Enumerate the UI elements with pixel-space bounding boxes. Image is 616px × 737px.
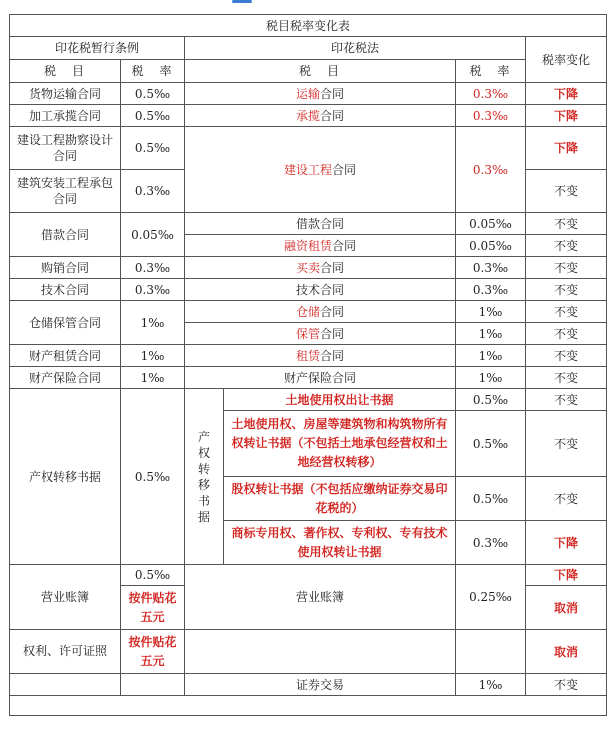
rate-change: 不变 [526, 257, 607, 279]
table-footer-row [10, 696, 607, 716]
new-item: 营业账簿 [185, 565, 456, 630]
rate-change: 不变 [526, 235, 607, 257]
old-rate: 按件贴花五元 [121, 586, 185, 630]
rate-change: 不变 [526, 213, 607, 235]
tax-rate-table [9, 14, 607, 716]
table-row [10, 389, 607, 411]
new-subitem: 股权转让书据（不包括应缴纳证券交易印花税的） [224, 477, 456, 521]
new-item: 租赁合同 [185, 345, 456, 367]
old-item-empty [10, 674, 121, 696]
new-rate: 1‰ [456, 301, 526, 323]
new-item: 运输合同 [185, 83, 456, 105]
old-item: 购销合同 [10, 257, 121, 279]
new-rate: 1‰ [456, 345, 526, 367]
rate-change: 不变 [526, 389, 607, 411]
rate-change: 不变 [526, 477, 607, 521]
rate-change: 下降 [526, 127, 607, 170]
old-rate: 0.5‰ [121, 83, 185, 105]
old-item: 产权转移书据 [10, 389, 121, 565]
old-item: 权利、许可证照 [10, 630, 121, 674]
table-row [10, 345, 607, 367]
rate-change: 不变 [526, 170, 607, 213]
table-row [10, 213, 607, 235]
old-item: 加工承揽合同 [10, 105, 121, 127]
rate-change-header: 税率变化 [526, 37, 607, 83]
rate-change: 取消 [526, 630, 607, 674]
old-rate: 0.3‰ [121, 279, 185, 301]
rate-change: 取消 [526, 586, 607, 630]
old-item: 建筑安装工程承包合同 [10, 170, 121, 213]
new-item: 财产保险合同 [185, 367, 456, 389]
new-rate: 1‰ [456, 323, 526, 345]
new-item: 融资租赁合同 [185, 235, 456, 257]
new-rate-header: 税 率 [456, 60, 526, 83]
new-item: 仓储合同 [185, 301, 456, 323]
table-row [10, 565, 607, 586]
table-row [10, 301, 607, 323]
new-rate: 0.05‰ [456, 213, 526, 235]
new-rate: 1‰ [456, 367, 526, 389]
rate-change: 下降 [526, 565, 607, 586]
old-rate: 1‰ [121, 367, 185, 389]
old-rate-header: 税 率 [121, 60, 185, 83]
new-rate: 0.3‰ [456, 257, 526, 279]
new-category-vertical: 产 权 转 移 书 据 [185, 389, 224, 565]
new-rate: 0.3‰ [456, 279, 526, 301]
rate-change: 不变 [526, 367, 607, 389]
old-rate: 1‰ [121, 345, 185, 367]
rate-change: 不变 [526, 411, 607, 477]
old-regulation-header: 印花税暂行条例 [10, 37, 185, 60]
new-rate: 0.3‰ [456, 83, 526, 105]
new-subitem: 土地使用权、房屋等建筑物和构筑物所有权转让书据（不包括土地承包经营权和土地经营权转移） [224, 411, 456, 477]
old-item: 财产保险合同 [10, 367, 121, 389]
new-rate: 0.5‰ [456, 411, 526, 477]
new-rate: 0.3‰ [456, 521, 526, 565]
old-rate-empty [121, 674, 185, 696]
old-item: 技术合同 [10, 279, 121, 301]
old-rate: 0.05‰ [121, 213, 185, 257]
new-item: 证券交易 [185, 674, 456, 696]
new-rate-empty [456, 630, 526, 674]
new-rate: 1‰ [456, 674, 526, 696]
new-item: 技术合同 [185, 279, 456, 301]
old-item: 货物运输合同 [10, 83, 121, 105]
old-rate: 0.3‰ [121, 170, 185, 213]
old-rate: 0.5‰ [121, 127, 185, 170]
old-item: 建设工程勘察设计合同 [10, 127, 121, 170]
new-item: 买卖合同 [185, 257, 456, 279]
new-item: 借款合同 [185, 213, 456, 235]
new-law-header: 印花税法 [185, 37, 526, 60]
old-rate: 0.5‰ [121, 105, 185, 127]
new-subitem: 商标专用权、著作权、专利权、专有技术使用权转让书据 [224, 521, 456, 565]
old-item-header: 税 目 [10, 60, 121, 83]
new-item: 建设工程合同 [185, 127, 456, 213]
rate-change: 不变 [526, 301, 607, 323]
new-item-empty [185, 630, 456, 674]
table-row [10, 279, 607, 301]
table-row [10, 674, 607, 696]
old-rate: 0.3‰ [121, 257, 185, 279]
new-subitem: 土地使用权出让书据 [224, 389, 456, 411]
rate-change: 不变 [526, 674, 607, 696]
table-row [10, 630, 607, 674]
table-row [10, 367, 607, 389]
table-row [10, 105, 607, 127]
old-rate: 1‰ [121, 301, 185, 345]
table-title: 税目税率变化表 [10, 15, 607, 37]
rate-change: 不变 [526, 279, 607, 301]
new-rate: 0.05‰ [456, 235, 526, 257]
old-item: 营业账簿 [10, 565, 121, 630]
old-rate: 0.5‰ [121, 565, 185, 586]
table-row [10, 83, 607, 105]
table-row [10, 127, 607, 170]
new-rate: 0.5‰ [456, 389, 526, 411]
new-item: 承揽合同 [185, 105, 456, 127]
new-rate: 0.3‰ [456, 105, 526, 127]
rate-change: 下降 [526, 521, 607, 565]
new-rate: 0.5‰ [456, 477, 526, 521]
rate-change: 不变 [526, 345, 607, 367]
new-item-header: 税 目 [185, 60, 456, 83]
rate-change: 下降 [526, 105, 607, 127]
table-row [10, 257, 607, 279]
new-item: 保管合同 [185, 323, 456, 345]
new-rate: 0.25‰ [456, 565, 526, 630]
old-item: 仓储保管合同 [10, 301, 121, 345]
new-rate: 0.3‰ [456, 127, 526, 213]
old-rate: 0.5‰ [121, 389, 185, 565]
old-item: 财产租赁合同 [10, 345, 121, 367]
old-rate: 按件贴花五元 [121, 630, 185, 674]
table-footer [10, 696, 607, 716]
rate-change: 下降 [526, 83, 607, 105]
old-item: 借款合同 [10, 213, 121, 257]
rate-change: 不变 [526, 323, 607, 345]
top-accent-mark [232, 0, 252, 3]
